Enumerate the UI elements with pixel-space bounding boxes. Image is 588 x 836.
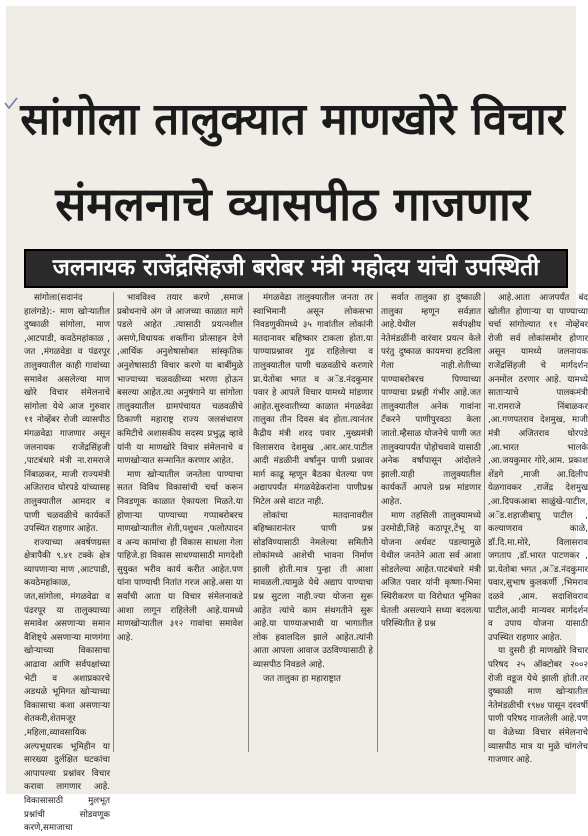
paragraph: भावविश्व तयार करणे ,समाज प्रबोधनाचे अंग जे आजच्या काळात मागे पडले आहेत .त्यासाठी प्रयत्नशील असणे,विधायक शक्तींना प्रोत्साहन देणे ,आर्थिक अनुशेषासोबत सांस्कृतिक अनुशेषासाठी विचार करणे या बाबींमुळे भाज्याच्या चळवळीच्या भरणा होऊन बसल्या आहेत.त्या अनुषंगाने या सांगोला तालुक्यातील ग्रामपंचायत चळवळीचे ठिकाणी महाराष्ट्र राज्य जलसंधारण कमिटीचे अशासकीय सदस्य प्रभुद्ध व्हावे यांनी या माणखोरे विचार संमेलनाचे व माणखोऱ्यात सन्मानित करणार आहेत. xyxy=(117,293,243,467)
headline-line-1: सांगोला तालुक्यात माणखोरे विचार xyxy=(20,94,565,145)
subheading-banner: जलनायक राजेंद्रसिंहजी बरोबर मंत्री महोदय यांची उपस्थिती xyxy=(24,249,568,288)
paragraph: आहे.आता आजपर्यंत बंद खोलीत होणाऱ्या या पाण्याच्या चर्चा सांगोल्यात ११ नोव्हेंबर रोजी सर्व लोकांसमोर होणार असून यामध्ये जलनायक राजेंद्रसिंहजी चे मार्गदर्शन अनमोल ठरणार आहे. यामध्ये साताऱ्याचे पालकमंत्री ना.रामराजे निंबाळकर ,आ.गणपतराव देशमुख, माजी मंत्री अजितराव घोरपडे ,आ.भारत भालके ,आ.जयकुमार गोरे,आम. प्रकाश शेंडगे ,माजी आ.दिलीप येळगावकर ,राजेंद्र देशमुख ,आ.दिपकआबा साळुंखे-पाटील, अॅड.शहाजीबापू पाटील , कल्याणराव काळे, डॉ.दि.मा.मोरे, विलासराव जगताप ,डॉ.भारत पाटणकर , प्रा.येतोबा भगत ,अॅड.नंदकुमार पवार,सुभाष कुलकर्णी ,भिमराव दळवे ,आम. सदाशिवराव पाटील,आदी मान्यवर मार्गदर्शन व उपाय योजना यासाठी उपस्थित राहणार आहेत. xyxy=(488,293,588,643)
article-column-1 xyxy=(24,292,110,834)
headline-line-2: संमलनाचे व्यासपीठ गाजणार xyxy=(55,177,530,231)
paragraph: माण तहसिली तालुक्यामध्ये उरमोडी,जिहे कठापूर,टेंभू या योजना अर्धवट पडल्यामुळे येथील जनतेने आता सर्व आशा सोडलेल्या आहेत.पाटबंधारे मंत्री अजित पवार यांनी कृष्णा-भिमा स्थिरीकरण या विरोधात भूमिका घेतली असल्याने सध्या बदलत्या परिस्थितीत हे प्रश्न xyxy=(381,510,481,630)
column-divider xyxy=(113,292,114,752)
column-divider xyxy=(248,292,249,752)
column-divider xyxy=(484,292,485,752)
article-body xyxy=(24,292,588,834)
article-column-4 xyxy=(381,292,481,752)
paragraph: राज्याच्या अवर्षणग्रस्त क्षेत्रापैकी ९.४१ टक्के क्षेत्र व्यापणाऱ्या माण ,आटपाडी, कवठेमहांकाळ, जत,सांगोला, मंगळवेढा व पंढरपूर या तालुक्याच्या समावेश असणाऱ्या समान वैशिष्ट्ये असणाऱ्या माणगंगा खोऱ्याच्या विकासाचा आढावा आणि सर्वपक्षांच्या भेटी व अशाप्रकारचे अडथळे भूमिगत खोऱ्याच्या विकासाचा कशा असणाऱ्या शेतकरी,शेतमजूर ,महिला,व्यावसायिक अल्पभूधारक भूमिहीन या सारख्या दुर्लक्षित घटकांचा आपापल्या प्रश्नांवर विचार करावा लागणार आहे. विकासासाठी मुलभूत प्रश्नांची सोडवणूक करणे,समाजाचा xyxy=(24,537,110,834)
paragraph: लोकांचा मतदानावरील बहिष्कारानंतर पाणी प्रश्न सोडविण्यासाठी नेमलेल्या समितीने लोकांमध्ये आशेची भावना निर्माण झाली होती.मात्र पुन्हा ती आशा मावळली.त्यामुळे येथे अद्याप पाण्याचा प्रश्न सुटला नाही.ज्या योजना सुरू आहेत त्यांचे काम संथगतीने सुरू आहे.या पाण्याअभावी या भागातील लोक हवालदिल झाले आहेत.त्यांनी आता आपला आवाज उठविण्यासाठी हे व्यासपीठ निवडले आहे. xyxy=(253,510,373,671)
article-column-3 xyxy=(253,292,373,752)
article-column-2 xyxy=(117,292,243,752)
paragraph: माण खोऱ्यातील जनतेला पाण्याचा सतत विविध विकासांची चर्चा करून निवडणूक काळात ऐकायला मिळते.या होणाऱ्या पाण्याच्या गप्पाबरोबरच माणखोऱ्यातील शेती,पशुधन ,फलोत्पादन व अन्य कामांचा ही विकास साधला गेला पाहिजे.हा विकास साधण्यासाठी मागदेशी सुयुक्त भरीव कार्य करीत आहेत.पण यांना पाण्याची नितांत गरज आहे.असा या सर्वांची आता या विचार संमेलनाकडे आशा लागून राहिलेली आहे.यामध्ये माणखोऱ्यातील ३१२ गावांचा समावेश आहे. xyxy=(117,469,243,643)
checkmark-icon xyxy=(4,96,18,110)
paragraph: मंगळवेढा तालुक्यातील जनता तर स्वाभिमानी असून लोकसभा निवडणुकीमध्ये ३५ गावांतील लोकांनी मतदानावर बहिष्कार टाकला होता.या पाण्याप्रश्नावर गुढ राहिलेल्या व तालुक्यातील पाणी चळवळीचे करणारे प्रा.येतोबा भगत व अॅड.नंदकुमार पवार हे आपले विचार यामध्ये मांडणार आहेत.सुरुवातीच्या काळात मंगळवेढा तालुका तीन दिवस बंद होता.त्यानंतर कैद्रीय मंत्री शरद पवार ,मुख्यमंत्री विलासराव देशमुख ,आर.आर.पाटील आदी मंडळीनी वर्षांनुन पाणी प्रश्नावर मार्ग काढू म्हणून बैठका घेतल्या पण अद्यापपर्यंत मंगळवेढेकरांना पाणीप्रश्न मिटेल असे वाटत नाही. xyxy=(253,293,373,507)
paragraph: सांगोला(सदानंद हालंगडे):- माण खोऱ्यातील दुष्काळी सांगोला, माण ,आटपाडी, कवठेमहांकाळ , जत ,मंगळवेडा व पंढरपूर तालुक्यातील काही गावांच्या समावेश असलेल्या माण खोरे विचार संमेलनाचे सांगोला येथे आज गुरुवार ११ नोव्हेंबर रोजी व्यासपीठ मंगळवेढा गाजणार असून जलनायक राजेंद्रसिंहजी ,पाटबंधारे मंत्री ना.रामराजे निंबाळकर, माजी राज्यमंत्री अजितराव घोरपडे यांच्यासह तालुक्यातील आमदार व पाणी चळवळीचे कार्यकर्ते उपस्थित राहणार आहेत. xyxy=(24,293,110,535)
article-column-5 xyxy=(488,292,588,766)
column-divider xyxy=(377,292,378,752)
paragraph: या दुसरी ही माणखोरे विचार परिषद २५ ऑक्टोबर २००२ रोजी वडूज येथे झाली होती.तर दुष्काळी माण खोऱ्यातील नेतेमंडळीची १९७४ पासून दरवर्षी पाणी परिषद गाजलेली आहे.पण या वेळेच्या विचार संमेलनाचे व्यासपीठ मात्र या मुळे चांगलेच गाजणार आहे. xyxy=(488,646,588,766)
paragraph: जत तालुका हा महाराष्ट्रात xyxy=(263,673,341,684)
paragraph: सर्वात तालुका हा दुष्काळी तालुका म्हणून सर्वज्ञात आहे.येथील सर्वपक्षीय नेतेमंडळींनी वारंवार प्रयत्न केले परंतु दुष्काळ कायमचा हटविला गेला नाही.शेतीच्या पाण्याबरोबरच पिण्याच्या पाण्याचा प्रश्नही गंभीर आहे.जत तालुक्यातील अनेक गावांना टँकरने पाणीपुरवठा केला जातो.म्हैसाळ योजनेचे पाणी जत तालुक्यापर्यंत पोहोचवावे यासाठी अनेक वर्षांपासून आंदोलने झाली.याही तालुक्यातील कार्यकर्ते आपले प्रश्न मांडणार आहेत. xyxy=(381,293,481,507)
